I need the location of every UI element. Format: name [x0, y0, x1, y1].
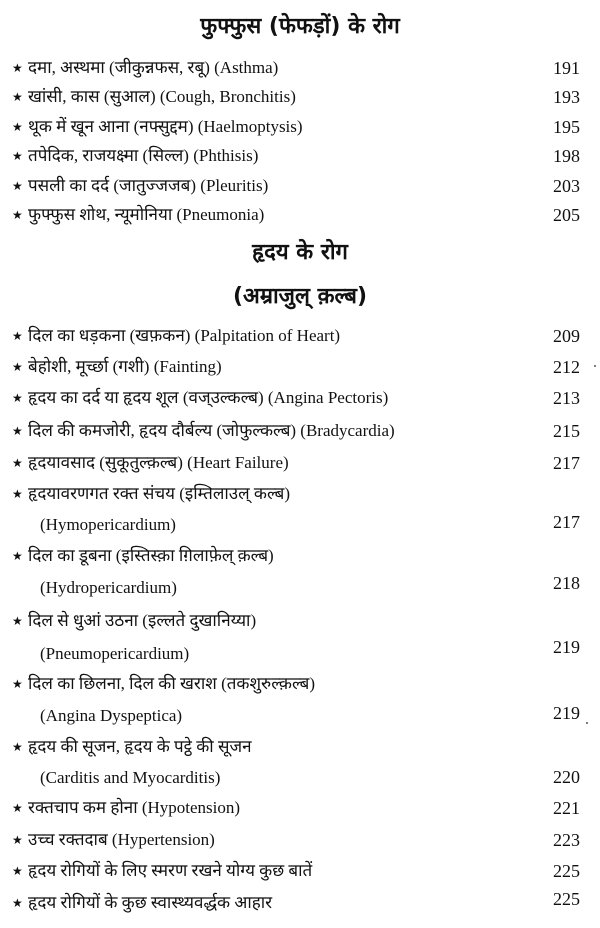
entry-page-number: 223: [553, 830, 580, 850]
entry-title: हृदयावसाद (सुकूतुल्क़ल्ब) (Heart Failure): [28, 453, 289, 472]
section-heading-lung-diseases: फुफ्फुस (फेफड़ों) के रोग: [200, 14, 400, 39]
entry-title: दिल का छिलना, दिल की खराश (तकशुरुल्क़ल्ब): [28, 674, 315, 693]
entry-title: फुफ्फुस शोथ, न्यूमोनिया (Pneumonia): [28, 205, 265, 224]
star-bullet-icon: ★: [12, 896, 23, 910]
entry-page-number: 215: [553, 421, 580, 441]
entry-page-number: 219: [553, 703, 580, 723]
entry-title: दिल का डूबना (इस्तिस्क़ा ग़िलाफ़ेल् क़ल्ब): [28, 546, 274, 565]
entry-page-number: 225: [553, 889, 580, 909]
scan-speck: [586, 722, 588, 724]
entry-title: दमा, अस्थमा (जीकुन्नफस, रबू) (Asthma): [28, 58, 279, 77]
entry-title: हृदयावरणगत रक्त संचय (इम्तिलाउल् कल्ब): [28, 484, 290, 503]
star-bullet-icon: ★: [12, 149, 23, 163]
star-bullet-icon: ★: [12, 864, 23, 878]
star-bullet-icon: ★: [12, 208, 23, 222]
entry-page-number: 217: [553, 453, 580, 473]
entry-title-continued: (Pneumopericardium): [40, 644, 190, 663]
star-bullet-icon: ★: [12, 90, 23, 104]
entry-title: तपेदिक, राजयक्ष्मा (सिल्ल) (Phthisis): [28, 146, 259, 165]
section-heading-heart-diseases: हृदय के रोग: [252, 240, 348, 265]
entry-page-number: 212: [553, 357, 580, 377]
entry-title: रक्तचाप कम होना (Hypotension): [28, 798, 241, 817]
star-bullet-icon: ★: [12, 740, 23, 754]
entry-page-number: 209: [553, 326, 580, 346]
star-bullet-icon: ★: [12, 549, 23, 563]
entry-page-number: 221: [553, 798, 580, 818]
star-bullet-icon: ★: [12, 833, 23, 847]
section-subheading-heart-diseases: (अम्राजुल् क़ल्ब): [232, 284, 368, 309]
entry-page-number: 203: [553, 176, 580, 196]
star-bullet-icon: ★: [12, 614, 23, 628]
entry-title: हृदय की सूजन, हृदय के पट्ठे की सूजन: [28, 737, 252, 756]
entry-page-number: 191: [553, 58, 580, 78]
entry-title: हृदय का दर्द या हृदय शूल (वज्उल्कल्ब) (Angina Pectoris): [28, 388, 389, 407]
entry-page-number: 195: [553, 117, 580, 137]
star-bullet-icon: ★: [12, 120, 23, 134]
star-bullet-icon: ★: [12, 329, 23, 343]
entry-title-continued: (Angina Dyspeptica): [40, 706, 183, 725]
entry-title: हृदय रोगियों के कुछ स्वास्थ्यवर्द्धक आहार: [28, 893, 273, 912]
star-bullet-icon: ★: [12, 391, 23, 405]
entry-title-continued: (Carditis and Myocarditis): [40, 768, 221, 787]
entry-page-number: 220: [553, 767, 580, 787]
entry-title: बेहोशी, मूर्च्छा (गशी) (Fainting): [28, 357, 222, 376]
entry-title: खांसी, कास (सुआल) (Cough, Bronchitis): [28, 87, 296, 106]
star-bullet-icon: ★: [12, 360, 23, 374]
entry-title-continued: (Hydropericardium): [40, 578, 177, 597]
star-bullet-icon: ★: [12, 677, 23, 691]
entry-page-number: 225: [553, 861, 580, 881]
entry-page-number: 193: [553, 87, 580, 107]
entry-title: थूक में खून आना (नफ्सुद्दम) (Haelmoptysis): [28, 117, 303, 136]
entry-page-number: 218: [553, 573, 580, 593]
entry-page-number: 198: [553, 146, 580, 166]
entry-title-continued: (Hymopericardium): [40, 515, 176, 534]
star-bullet-icon: ★: [12, 424, 23, 438]
star-bullet-icon: ★: [12, 179, 23, 193]
star-bullet-icon: ★: [12, 801, 23, 815]
entry-title: दिल की कमजोरी, हृदय दौर्बल्य (जोफुल्कल्ब) (Bradycardia): [28, 421, 395, 440]
entry-page-number: 219: [553, 637, 580, 657]
entry-page-number: 213: [553, 388, 580, 408]
scan-speck: [594, 365, 596, 367]
entry-page-number: 217: [553, 512, 580, 532]
entry-title: दिल का धड़कना (खफ़कन) (Palpitation of Heart): [28, 326, 341, 345]
star-bullet-icon: ★: [12, 61, 23, 75]
star-bullet-icon: ★: [12, 456, 23, 470]
entry-title: उच्च रक्तदाब (Hypertension): [28, 830, 215, 849]
entry-title: हृदय रोगियों के लिए स्मरण रखने योग्य कुछ बातें: [28, 861, 313, 880]
entry-page-number: 205: [553, 205, 580, 225]
entry-title: दिल से धुआं उठना (इल्लते दुखानिय्या): [28, 611, 257, 630]
star-bullet-icon: ★: [12, 487, 23, 501]
entry-title: पसली का दर्द (जातुज्जजब) (Pleuritis): [28, 176, 269, 195]
